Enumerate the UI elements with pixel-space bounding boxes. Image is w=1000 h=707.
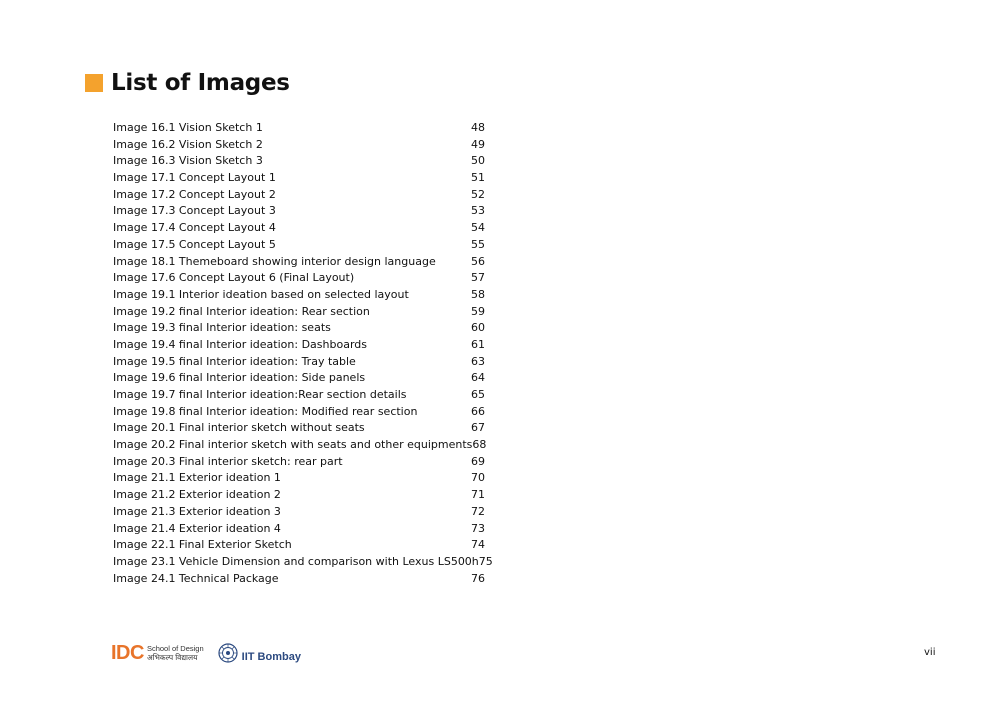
entry-page-number: 70 (471, 471, 485, 485)
list-item (113, 521, 487, 538)
list-item (113, 220, 487, 237)
list-item (113, 404, 487, 421)
entry-page-number: 65 (471, 388, 485, 401)
entry-page-number: 74 (471, 538, 485, 552)
entry-page-number: 66 (471, 404, 485, 418)
section-heading (85, 70, 290, 96)
footer-logos (111, 641, 301, 665)
entry-label: Image 21.4 Exterior ideation 4 (113, 521, 281, 535)
list-item (113, 187, 487, 204)
entry-page-number: 57 (471, 271, 485, 285)
idc-school-label (147, 644, 204, 662)
entry-label: Image 17.5 Concept Layout 5 (113, 237, 276, 251)
entry-page-number: 69 (471, 454, 485, 468)
list-item (113, 153, 487, 170)
entry-label: Image 19.7 final Interior ideation:Rear section details (113, 388, 407, 401)
entry-label: Image 19.5 final Interior ideation: Tray table (113, 354, 356, 368)
entry-label: Image 19.4 final Interior ideation: Dashboards (113, 337, 367, 351)
entry-label: Image 21.3 Exterior ideation 3 (113, 504, 281, 518)
iit-bombay-emblem-icon (218, 643, 238, 663)
heading-square-icon (85, 74, 103, 92)
list-item (113, 370, 487, 387)
entry-page-number: 73 (471, 521, 485, 535)
list-item (113, 120, 487, 137)
list-item (113, 554, 493, 571)
entry-label: Image 16.1 Vision Sketch 1 (113, 121, 263, 134)
entry-label: Image 17.2 Concept Layout 2 (113, 187, 276, 201)
entry-label: Image 19.2 final Interior ideation: Rear section (113, 304, 370, 318)
entry-label: Image 17.6 Concept Layout 6 (Final Layout) (113, 271, 355, 285)
entry-label: Image 24.1 Technical Package (113, 571, 279, 585)
list-item (113, 437, 487, 454)
entry-page-number: 67 (471, 421, 485, 435)
list-item (113, 337, 487, 354)
entry-page-number: 56 (471, 254, 485, 268)
list-item (113, 454, 487, 471)
list-item (113, 354, 487, 371)
list-item (113, 287, 487, 304)
entry-page-number: 50 (471, 154, 485, 168)
list-of-images (113, 120, 493, 587)
entry-label: Image 20.1 Final interior sketch without seats (113, 421, 365, 435)
entry-label: Image 18.1 Themeboard showing interior design language (113, 254, 436, 268)
entry-label: Image 17.3 Concept Layout 3 (113, 204, 276, 218)
entry-page-number: 49 (471, 137, 485, 151)
entry-label: Image 16.2 Vision Sketch 2 (113, 137, 263, 151)
entry-page-number: 68 (472, 438, 487, 452)
entry-page-number: 48 (471, 121, 485, 134)
entry-label: Image 20.2 Final interior sketch with seats and other equipments (113, 438, 473, 452)
iit-bombay-name: IIT Bombay (241, 651, 301, 663)
entry-label: Image 20.3 Final interior sketch: rear part (113, 454, 343, 468)
entry-label: Image 19.1 Interior ideation based on selected layout (113, 287, 409, 301)
entry-page-number: 55 (471, 237, 485, 251)
entry-label: Image 21.2 Exterior ideation 2 (113, 488, 281, 502)
list-item (113, 537, 487, 554)
list-item (113, 504, 487, 521)
entry-page-number: 71 (471, 488, 485, 502)
entry-page-number: 54 (471, 221, 485, 235)
entry-label: Image 16.3 Vision Sketch 3 (113, 154, 263, 168)
list-item (113, 571, 487, 588)
list-item (113, 203, 487, 220)
entry-page-number: 53 (471, 204, 485, 218)
list-item (113, 137, 487, 154)
entry-label: Image 17.4 Concept Layout 4 (113, 221, 276, 235)
entry-label: Image 22.1 Final Exterior Sketch (113, 538, 292, 552)
entry-page-number: 61 (471, 337, 485, 351)
page-number: vii (924, 647, 936, 658)
entry-page-number: 58 (471, 287, 485, 301)
list-item (113, 470, 487, 487)
entry-page-number: 52 (471, 187, 485, 201)
entry-page-number: 76 (471, 571, 485, 585)
entry-label: Image 23.1 Vehicle Dimension and comparison with Lexus LS500h (113, 554, 479, 568)
list-item (113, 254, 487, 271)
entry-label: Image 19.3 final Interior ideation: seats (113, 321, 331, 335)
entry-page-number: 64 (471, 371, 485, 385)
entry-page-number: 60 (471, 321, 485, 335)
list-item (113, 304, 487, 321)
idc-school-name: School of Design (146, 644, 204, 653)
list-item (113, 420, 487, 437)
entry-label: Image 17.1 Concept Layout 1 (113, 171, 276, 185)
entry-label: Image 19.6 final Interior ideation: Side panels (113, 371, 366, 385)
list-item (113, 387, 487, 404)
entry-page-number: 75 (478, 554, 493, 568)
entry-label: Image 21.1 Exterior ideation 1 (113, 471, 281, 485)
entry-page-number: 72 (471, 504, 485, 518)
list-item (113, 487, 487, 504)
list-item (113, 237, 487, 254)
entry-page-number: 51 (471, 171, 485, 185)
idc-school-name-hindi: अभिकल्प विद्यालय (146, 653, 198, 662)
list-item (113, 270, 487, 287)
entry-label: Image 19.8 final Interior ideation: Modified rear section (113, 404, 418, 418)
entry-page-number: 63 (471, 354, 485, 368)
list-item (113, 320, 487, 337)
list-item (113, 170, 487, 187)
entry-page-number: 59 (471, 304, 485, 318)
idc-logo: IDC (111, 642, 144, 664)
page-title: List of Images (111, 70, 290, 96)
